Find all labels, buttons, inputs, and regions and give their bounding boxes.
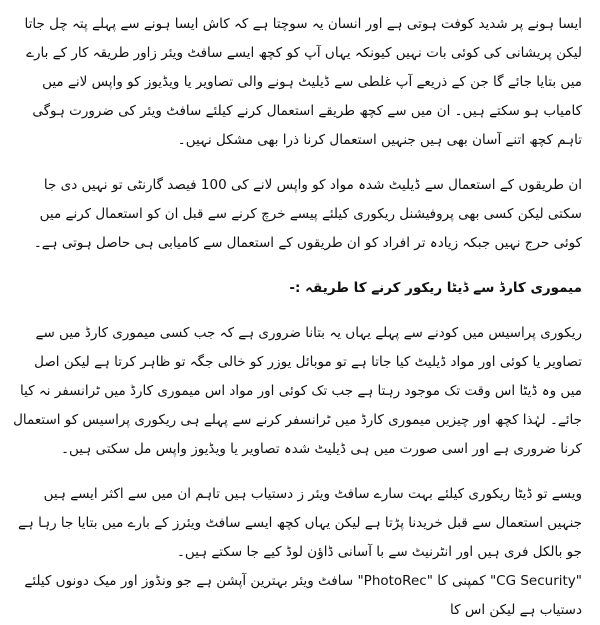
paragraph-guarantee: ان طریقوں کے استعمال سے ڈیلیٹ شدہ مواد کو واپس لانے کی 100 فیصد گارنٹی تو نہیں دی جا سکتی لیکن کسی بھی پروفیشنل ریکوری کیلئے پیسے خرچ کرنے سے قبل ان کو استعمال کرنے میں کوئی حرج نہیں جبکہ زیادہ تر افراد کو ان طریقوں کے استعمال سے کامیابی ہی حاصل ہوتی ہے۔ — [33, 177, 582, 251]
paragraph-intro: ایسا ہونے پر شدید کوفت ہوتی ہے اور انسان یہ سوچتا ہے کہ کاش ایسا ہونے سے پہلے پتہ چل جاتا لیکن پریشانی کی کوئی بات نہیں کیونکہ یہاں آپ کو کچھ ایسے سافٹ ویئر زاور طریقہ کار کے بارے میں بتایا جائے گا جن کے ذریعے آپ غلطی سے ڈیلیٹ ہونے والی تصاویر یا ویڈیوز کو واپس لانے میں کامیاب ہو سکتے ہیں۔ ان میں سے کچھ طریقے استعمال کرنے کیلئے سافٹ ویئر کی ضرورت ہوگی تاہم کچھ اتنے آسان بھی ہیں جنہیں استعمال کرنا ذرا بھی مشکل نہیں۔ — [24, 16, 582, 148]
paragraph-photorec: "CG Security" کمپنی کا "PhotoRec" سافٹ ویئر بہترین آپشن ہے جو ونڈوز اور میک دونوں کیلئے دستیاب ہے لیکن اس کا — [24, 573, 582, 618]
paragraph-recovery-process: ریکوری پراسیس میں کودنے سے پہلے یہاں یہ بتانا ضروری ہے کہ جب کسی میموری کارڈ میں سے تصاویر یا کوئی اور مواد ڈیلیٹ کیا جاتا ہے تو موبائل یوزر کو خالی جگہ تو ظاہر کرتا ہے لیکن اصل میں وہ ڈیٹا اس وقت تک موجود رہتا ہے جب تک کوئی اور مواد اس میموری کارڈ میں ٹرانسفر نہ کیا جائے۔ لہٰذا کچھ اور چیزیں میموری کارڈ میں ٹرانسفر کرنے سے پہلے ہی ریکوری پراسیس کو استعمال کرنا ضروری ہے اور اسی صورت میں ہی ڈیلیٹ شدہ تصاویر یا ویڈیوز واپس مل سکتی ہیں۔ — [13, 325, 582, 457]
article-body — [12, 10, 582, 625]
section-heading: میموری کارڈ سے ڈیٹا ریکور کرنے کا طریقہ :- — [289, 280, 582, 296]
paragraph-software: ویسے تو ڈیٹا ریکوری کیلئے بہت سارے سافٹ ویئر ز دستیاب ہیں تاہم ان میں سے اکثر ایسے ہیں جنہیں استعمال سے قبل خریدنا پڑتا ہے لیکن یہاں کچھ ایسے سافٹ ویئرز کے بارے میں بتایا جا رہا ہے جو بالکل فری ہیں اور انٹرنیٹ سے با آسانی ڈاؤن لوڈ کیے جا سکتے ہیں۔ — [17, 486, 582, 560]
